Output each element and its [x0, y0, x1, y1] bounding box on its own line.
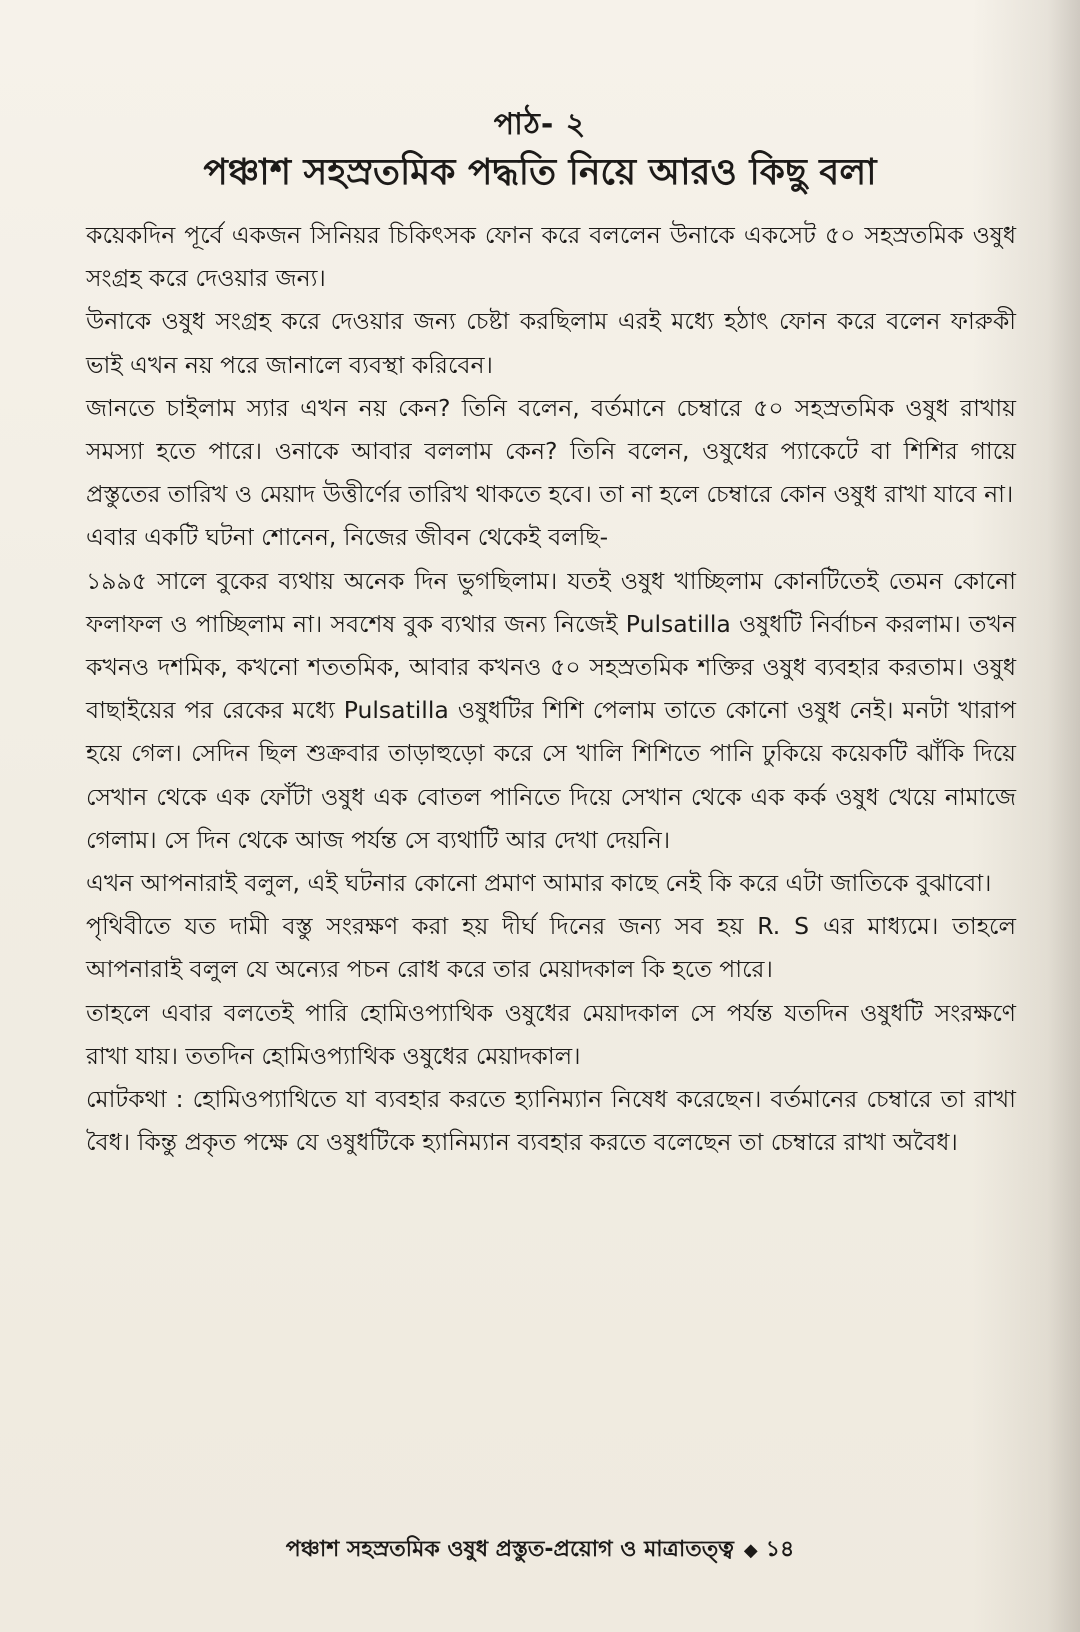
chapter-label: পাঠ- ২ — [493, 107, 587, 142]
footer-book-title: পঞ্চাশ সহস্রতমিক ওষুধ প্রস্তুত-প্রয়োগ ও মাত্রাতত্ত্ব — [285, 1537, 734, 1562]
paragraph: এখন আপনারাই বলুল, এই ঘটনার কোনো প্রমাণ আমার কাছে নেই কি করে এটা জাতিকে বুঝাবো। — [86, 869, 992, 898]
paragraph: কয়েকদিন পূর্বে একজন সিনিয়র চিকিৎসক ফোন করে বললেন উনাকে একসেট ৫০ সহস্রতমিক ওষুধ সংগ্রহ করে দেওয়ার জন্য। — [86, 221, 1016, 293]
body-text — [86, 214, 1016, 1164]
paragraph: জানতে চাইলাম স্যার এখন নয় কেন? তিনি বলেন, বর্তমানে চেম্বারে ৫০ সহস্রতমিক ওষুধ রাখায় সমস্যা হতে পারে। ওনাকে আবার বললাম কেন? তিনি বলেন, ওষুধের প্যাকেটে বা শিশির গায়ে প্রস্তুতের তারিখ ও মেয়াদ উত্তীর্ণের তারিখ থাকতে হবে। তা না হলে চেম্বারে কোন ওষুধ রাখা যাবে না। — [86, 393, 1016, 509]
paragraph: তাহলে এবার বলতেই পারি হোমিওপ্যাথিক ওষুধের মেয়াদকাল সে পর্যন্ত যতদিন ওষুধটি সংরক্ষণে রাখা যায়। ততদিন হোমিওপ্যাথিক ওষুধের মেয়াদকাল। — [86, 998, 1016, 1070]
paragraph: উনাকে ওষুধ সংগ্রহ করে দেওয়ার জন্য চেষ্টা করছিলাম এরই মধ্যে হঠাৎ ফোন করে বলেন ফারুকী ভাই এখন নয় পরে জানালে ব্যবস্থা করিবেন। — [86, 307, 1016, 379]
paragraph: এবার একটি ঘটনা শোনেন, নিজের জীবন থেকেই বলছি- — [86, 523, 609, 552]
page-number: ১৪ — [765, 1537, 795, 1562]
running-footer — [200, 1532, 880, 1569]
paragraph: মোটকথা : হোমিওপ্যাথিতে যা ব্যবহার করতে হ্যানিম্যান নিষেধ করেছেন। বর্তমানের চেম্বারে তা রাখা বৈধ। কিন্তু প্রকৃত পক্ষে যে ওষুধটিকে হ্যানিম্যান ব্যবহার করতে বলেছেন তা চেম্বারে রাখা অবৈধ। — [86, 1085, 1016, 1157]
paragraph: ১৯৯৫ সালে বুকের ব্যথায় অনেক দিন ভুগছিলাম। যতই ওষুধ খাচ্ছিলাম কোনটিতেই তেমন কোনো ফলাফল ও পাচ্ছিলাম না। সবশেষ বুক ব্যথার জন্য নিজেই Pulsatilla ওষুধটি নির্বাচন করলাম। তখন কখনও দশমিক, কখনো শততমিক, আবার কখনও ৫০ সহস্রতমিক শক্তির ওষুধ ব্যবহার করতাম। ওষুধ বাছাইয়ের পর রেকের মধ্যে Pulsatilla ওষুধটির শিশি পেলাম তাতে কোনো ওষুধ নেই। মনটা খারাপ হয়ে গেল। সেদিন ছিল শুক্রবার তাড়াহুড়ো করে সে খালি শিশিতে পানি ঢুকিয়ে কয়েকটি ঝাঁকি দিয়ে সেখান থেকে এক ফোঁটা ওষুধ এক বোতল পানিতে দিয়ে সেখান থেকে এক কর্ক ওষুধ খেয়ে নামাজে গেলাম। সে দিন থেকে আজ পর্যন্ত সে ব্যথাটি আর দেখা দেয়নি। — [86, 566, 1016, 854]
paragraph: পৃথিবীতে যত দামী বস্তু সংরক্ষণ করা হয় দীর্ঘ দিনের জন্য সব হয় R. S এর মাধ্যমে। তাহলে আপনারাই বলুল যে অন্যের পচন রোধ করে তার মেয়াদকাল কি হতে পারে। — [86, 912, 1016, 984]
diamond-icon: ◆ — [743, 1540, 758, 1561]
chapter-title: পঞ্চাশ সহস্রতমিক পদ্ধতি নিয়ে আরও কিছু বলা — [203, 152, 877, 193]
